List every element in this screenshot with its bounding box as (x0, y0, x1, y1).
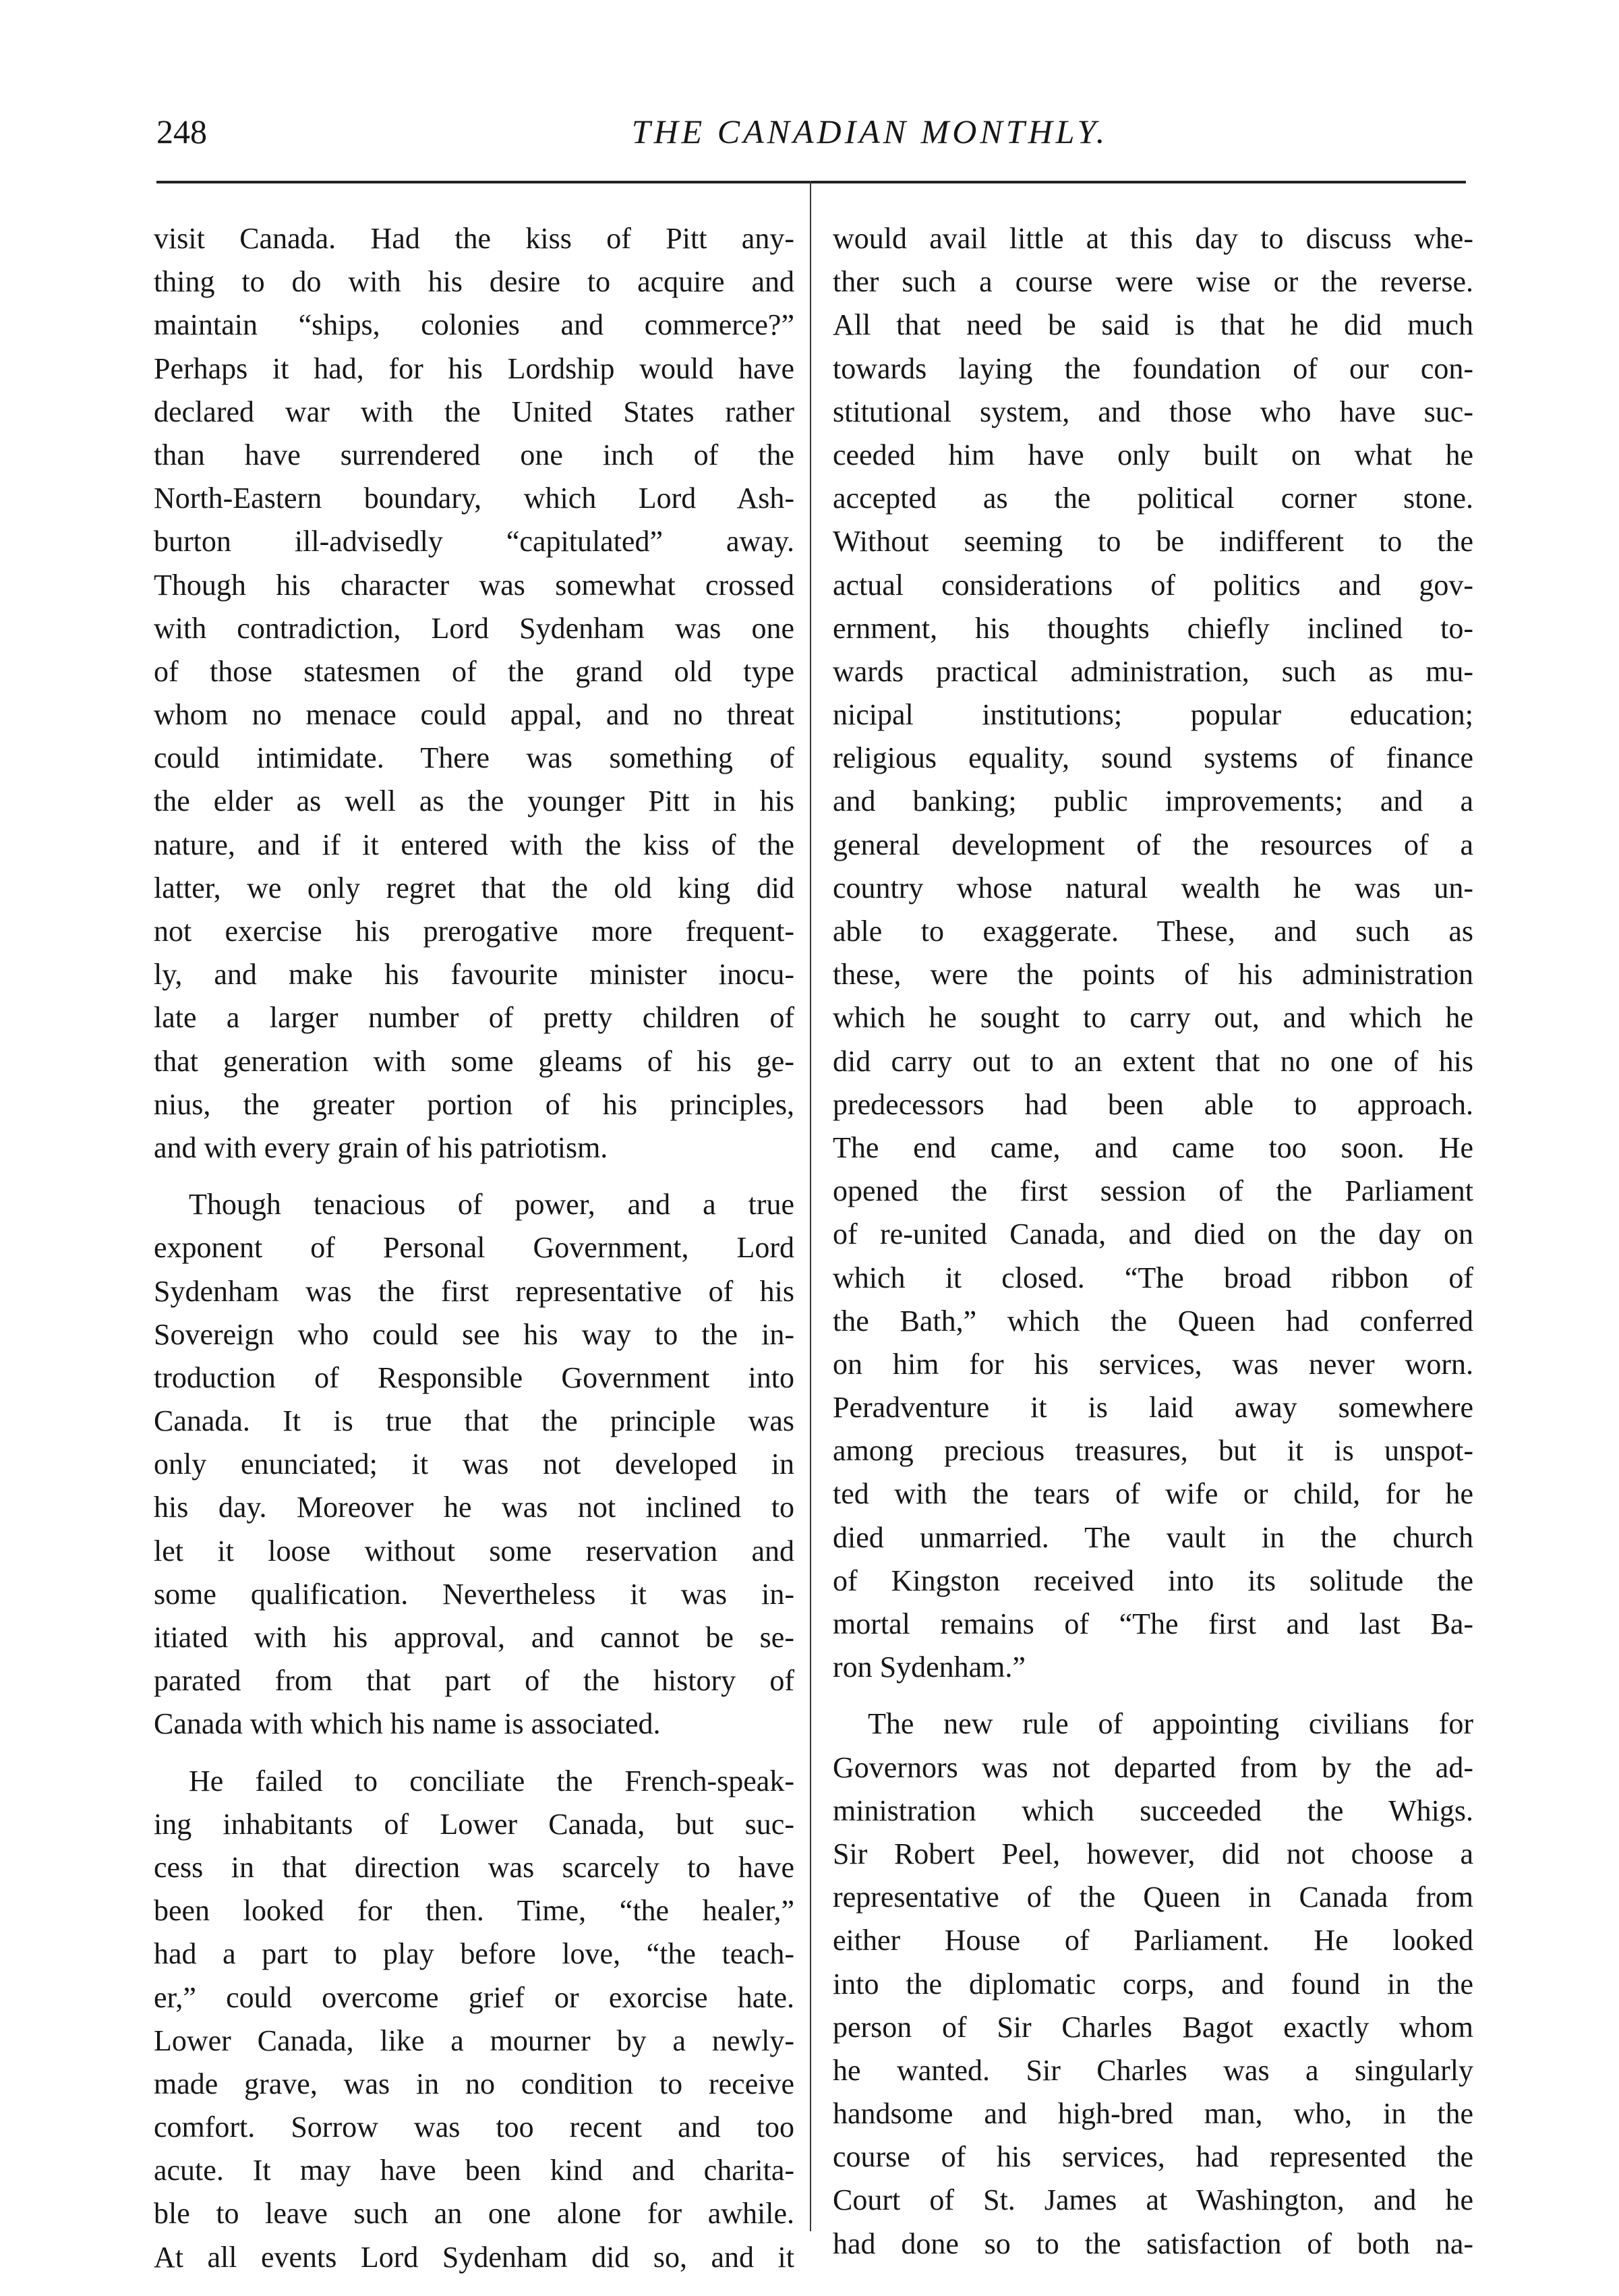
text-line: ernment, his thoughts chiefly inclined to- (833, 611, 1473, 645)
text-line: Governors was not departed from by the ad- (833, 1750, 1473, 1784)
text-line: late a larger number of pretty children of (154, 1001, 794, 1035)
text-line: he wanted. Sir Charles was a singularly (833, 2053, 1473, 2087)
text-line: wards practical administration, such as mu- (833, 654, 1473, 688)
text-line: and with every grain of his patriotism. (154, 1130, 608, 1164)
text-line: maintain “ships, colonies and commerce?” (154, 308, 794, 342)
text-line: whom no menace could appal, and no threat (154, 698, 794, 732)
text-line: died unmarried. The vault in the church (833, 1520, 1473, 1554)
text-line: cess in that direction was scarcely to have (154, 1850, 794, 1884)
text-line: Perhaps it had, for his Lordship would have (154, 351, 794, 385)
text-line: burton ill-advisedly “capitulated” away. (154, 525, 794, 558)
text-line: Sovereign who could see his way to the in- (154, 1317, 794, 1351)
text-line: Canada. It is true that the principle was (154, 1404, 794, 1438)
text-line: religious equality, sound systems of finance (833, 741, 1473, 775)
text-line: er,” could overcome grief or exorcise hate. (154, 1980, 794, 2014)
right-column (833, 217, 1473, 2266)
text-line: troduction of Responsible Government into (154, 1360, 794, 1394)
text-line: ing inhabitants of Lower Canada, but suc- (154, 1807, 794, 1841)
text-line: handsome and high-bred man, who, in the (833, 2097, 1473, 2131)
paragraph (833, 1702, 1473, 2265)
text-line: ron Sydenham.” (833, 1651, 1026, 1684)
text-line: course of his services, had represented the (833, 2140, 1473, 2174)
text-line: some qualification. Nevertheless it was in- (154, 1577, 794, 1611)
text-line: opened the first session of the Parliament (833, 1174, 1473, 1208)
text-line: made grave, was in no condition to receive (154, 2067, 794, 2100)
text-line: comfort. Sorrow was too recent and too (154, 2111, 794, 2144)
text-line: of re-united Canada, and died on the day on (833, 1217, 1473, 1251)
text-line: nius, the greater portion of his principles, (154, 1087, 794, 1121)
running-head: THE CANADIAN MONTHLY. (631, 113, 1109, 150)
text-line: mortal remains of “The first and last Ba- (833, 1607, 1473, 1640)
text-line: that generation with some gleams of his ge- (154, 1044, 794, 1078)
text-line: these, were the points of his administration (833, 958, 1473, 992)
page-number: 248 (156, 113, 207, 150)
text-line: did carry out to an extent that no one of his (833, 1044, 1473, 1078)
text-line: among precious treasures, but it is unspot- (833, 1434, 1473, 1468)
text-line: Court of St. James at Washington, and he (833, 2183, 1473, 2217)
text-line: and banking; public improvements; and a (833, 784, 1473, 818)
text-line: Sydenham was the first representative of his (154, 1274, 794, 1308)
text-line: parated from that part of the history of (154, 1664, 794, 1698)
text-line: of those statesmen of the grand old type (154, 654, 794, 688)
text-line: on him for his services, was never worn. (833, 1347, 1473, 1381)
text-line: exponent of Personal Government, Lord (154, 1231, 794, 1265)
text-line: acute. It may have been kind and charita- (154, 2154, 794, 2187)
text-line: Though his character was somewhat crossed (154, 568, 794, 602)
text-line: his day. Moreover he was not inclined to (154, 1491, 794, 1524)
paragraph-gap (154, 1746, 794, 1760)
text-line: ble to leave such an one alone for awhile. (154, 2197, 794, 2231)
text-line: Lower Canada, like a mourner by a newly- (154, 2024, 794, 2057)
text-line: been looked for then. Time, “the healer,” (154, 1894, 794, 1928)
column-rule (810, 181, 811, 2231)
text-line: Without seeming to be indifferent to the (833, 525, 1473, 558)
text-line: country whose natural wealth he was un- (833, 871, 1473, 905)
text-line: actual considerations of politics and gov- (833, 568, 1473, 602)
paragraph-gap (833, 1689, 1473, 1702)
text-line: let it loose without some reservation and (154, 1534, 794, 1568)
text-line: into the diplomatic corps, and found in the (833, 1967, 1473, 2001)
paragraph (154, 1760, 794, 2279)
text-line: At all events Lord Sydenham did so, and it (154, 2240, 794, 2274)
paragraph (833, 217, 1473, 1689)
text-line: stitutional system, and those who have suc- (833, 395, 1473, 428)
text-line: Though tenacious of power, and a true (189, 1188, 794, 1222)
text-line: with contradiction, Lord Sydenham was one (154, 611, 794, 645)
text-line: general development of the resources of a (833, 828, 1473, 861)
text-line: which it closed. “The broad ribbon of (833, 1261, 1473, 1294)
text-line: either House of Parliament. He looked (833, 1924, 1473, 1957)
text-line: Sir Robert Peel, however, did not choose a (833, 1837, 1473, 1870)
text-line: Canada with which his name is associated. (154, 1707, 661, 1741)
text-line: visit Canada. Had the kiss of Pitt any- (154, 222, 794, 255)
left-column (154, 217, 794, 2279)
text-line: nicipal institutions; popular education; (833, 698, 1473, 732)
header-rule (156, 181, 1466, 183)
text-line: would avail little at this day to discuss whe- (833, 222, 1473, 255)
text-line: predecessors had been able to approach. (833, 1087, 1473, 1121)
text-line: declared war with the United States rather (154, 395, 794, 428)
text-line: able to exaggerate. These, and such as (833, 915, 1473, 948)
text-line: had a part to play before love, “the teach- (154, 1937, 794, 1971)
text-line: ly, and make his favourite minister inocu- (154, 958, 794, 992)
text-line: The end came, and came too soon. He (833, 1130, 1473, 1164)
text-line: ministration which succeeded the Whigs. (833, 1793, 1473, 1827)
text-line: ther such a course were wise or the reverse. (833, 265, 1473, 299)
text-line: could intimidate. There was something of (154, 741, 794, 775)
paragraph-gap (154, 1170, 794, 1183)
text-line: of Kingston received into its solitude the (833, 1563, 1473, 1597)
text-line: All that need be said is that he did much (833, 308, 1473, 342)
text-line: The new rule of appointing civilians for (868, 1707, 1473, 1741)
text-line: ted with the tears of wife or child, for he (833, 1477, 1473, 1511)
text-line: which he sought to carry out, and which he (833, 1001, 1473, 1035)
text-line: Peradventure it is laid away somewhere (833, 1391, 1473, 1425)
text-line: ceeded him have only built on what he (833, 438, 1473, 471)
paragraph (154, 1183, 794, 1746)
text-line: person of Sir Charles Bagot exactly whom (833, 2010, 1473, 2044)
text-line: the Bath,” which the Queen had conferred (833, 1304, 1473, 1338)
text-line: itiated with his approval, and cannot be se- (154, 1621, 794, 1654)
text-line: latter, we only regret that the old king did (154, 871, 794, 905)
paragraph (154, 217, 794, 1170)
text-line: representative of the Queen in Canada from (833, 1881, 1473, 1914)
text-line: accepted as the political corner stone. (833, 482, 1473, 515)
text-line: had done so to the satisfaction of both na- (833, 2227, 1473, 2260)
text-line: than have surrendered one inch of the (154, 438, 794, 471)
text-line: not exercise his prerogative more frequent- (154, 915, 794, 948)
text-line: North-Eastern boundary, which Lord Ash- (154, 482, 794, 515)
text-line: only enunciated; it was not developed in (154, 1447, 794, 1481)
text-line: towards laying the foundation of our con- (833, 351, 1473, 385)
text-line: the elder as well as the younger Pitt in his (154, 784, 794, 818)
text-line: nature, and if it entered with the kiss of the (154, 828, 794, 861)
text-line: He failed to conciliate the French-speak- (189, 1764, 794, 1798)
text-line: thing to do with his desire to acquire and (154, 265, 794, 299)
